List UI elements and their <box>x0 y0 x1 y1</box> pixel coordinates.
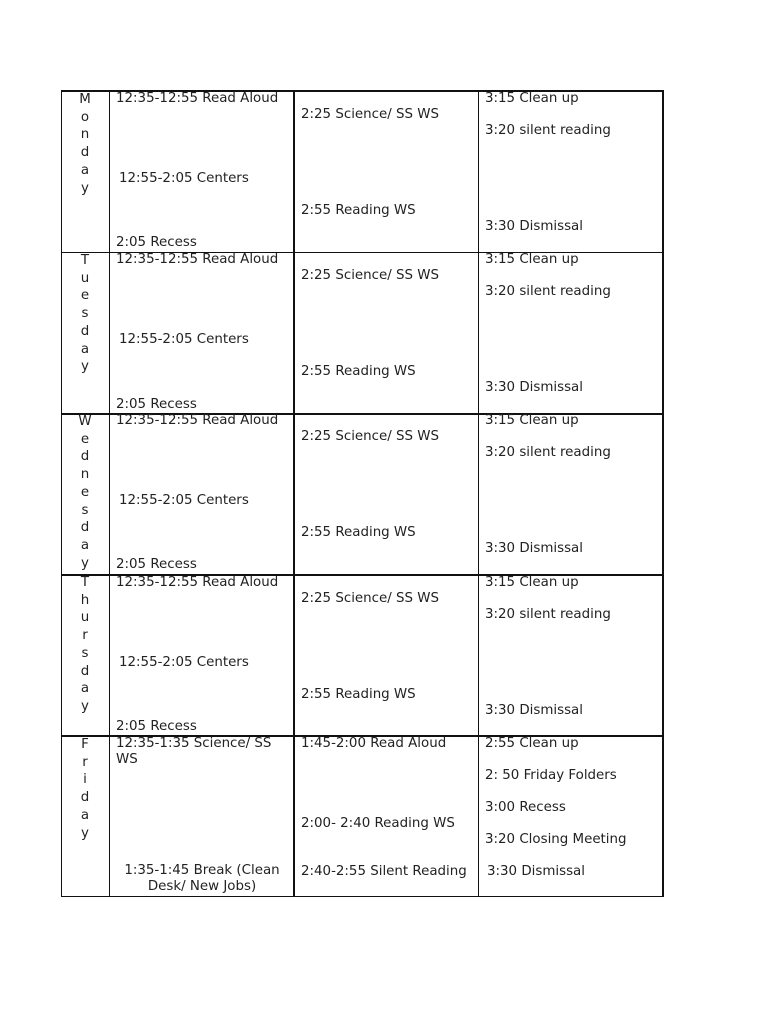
schedule-item: 2:55 Clean up <box>485 736 579 751</box>
day-letter: h <box>80 592 90 608</box>
day-letter: a <box>80 537 90 553</box>
day-letter: a <box>80 341 90 357</box>
schedule-item: 3:20 silent reading <box>485 284 611 299</box>
column-divider-2 <box>293 90 295 897</box>
day-letter: M <box>79 92 91 107</box>
day-letter: u <box>80 610 90 626</box>
day-label-friday <box>61 736 109 842</box>
day-letter: d <box>80 449 90 465</box>
schedule-item: 3:20 Closing Meeting <box>485 832 627 847</box>
day-letter: y <box>81 180 89 196</box>
day-letter: d <box>80 520 90 536</box>
schedule-item: 2:05 Recess <box>116 235 197 250</box>
schedule-item: 2:40-2:55 Silent Reading <box>301 864 467 879</box>
schedule-item: 2:55 Reading WS <box>301 687 416 702</box>
day-letter: a <box>80 681 90 697</box>
schedule-item: 3:30 Dismissal <box>487 864 585 879</box>
schedule-item: 2: 50 Friday Folders <box>485 768 617 783</box>
schedule-item: 2:05 Recess <box>116 557 197 572</box>
table-border-right <box>662 90 664 897</box>
schedule-item: 2:25 Science/ SS WS <box>301 107 439 122</box>
day-letter: y <box>81 555 89 571</box>
day-letter: d <box>80 323 90 339</box>
schedule-item: 3:20 silent reading <box>485 607 611 622</box>
schedule-item: 1:35-1:45 Break (Clean Desk/ New Jobs) <box>124 863 280 894</box>
day-letter: i <box>83 772 87 788</box>
schedule-item: 3:15 Clean up <box>485 413 579 428</box>
schedule-item: 3:30 Dismissal <box>485 703 583 718</box>
day-letter: e <box>80 431 90 447</box>
day-letter: s <box>81 306 89 322</box>
schedule-item: 3:30 Dismissal <box>485 219 583 234</box>
day-letter: d <box>80 790 90 806</box>
schedule-item: 12:35-12:55 Read Aloud <box>116 252 279 267</box>
day-letter: T <box>80 575 90 590</box>
schedule-item: 3:15 Clean up <box>485 91 579 106</box>
schedule-item: 2:55 Reading WS <box>301 364 416 379</box>
day-label-tuesday <box>61 252 109 376</box>
schedule-item: 12:35-1:35 Science/ SS WS <box>116 736 272 767</box>
day-letter: d <box>80 663 90 679</box>
schedule-item: 12:55-2:05 Centers <box>119 171 249 186</box>
schedule-item: 3:20 silent reading <box>485 445 611 460</box>
day-letter: y <box>81 359 89 375</box>
day-letter: s <box>81 502 89 518</box>
day-label-wednesday <box>61 413 109 572</box>
schedule-item: 2:55 Reading WS <box>301 525 416 540</box>
schedule-item: 2:55 Reading WS <box>301 203 416 218</box>
day-letter: W <box>78 414 92 429</box>
day-letter: r <box>82 628 88 644</box>
schedule-item: 12:55-2:05 Centers <box>119 655 249 670</box>
day-letter: s <box>81 645 89 661</box>
schedule-item: 2:25 Science/ SS WS <box>301 591 439 606</box>
day-letter: y <box>81 825 89 841</box>
day-letter: a <box>80 162 90 178</box>
day-letter: e <box>80 288 90 304</box>
column-divider-3 <box>478 90 479 897</box>
schedule-item: 3:15 Clean up <box>485 252 579 267</box>
schedule-item: 3:20 silent reading <box>485 123 611 138</box>
day-letter: r <box>82 754 88 770</box>
day-letter: o <box>80 109 90 125</box>
schedule-item: 3:30 Dismissal <box>485 541 583 556</box>
day-label-monday <box>61 91 109 197</box>
day-letter: y <box>81 698 89 714</box>
day-letter: n <box>80 127 90 143</box>
schedule-item: 2:05 Recess <box>116 397 197 412</box>
day-letter: F <box>81 737 89 752</box>
schedule-item: 2:05 Recess <box>116 719 197 734</box>
schedule-item: 2:25 Science/ SS WS <box>301 268 439 283</box>
schedule-item: 1:45-2:00 Read Aloud <box>301 736 447 751</box>
day-letter: e <box>80 484 90 500</box>
day-letter: T <box>80 253 90 268</box>
day-letter: u <box>80 270 90 286</box>
schedule-item: 2:25 Science/ SS WS <box>301 429 439 444</box>
day-label-thursday <box>61 574 109 716</box>
schedule-item: 12:35-12:55 Read Aloud <box>116 91 279 106</box>
column-divider-1 <box>109 90 110 897</box>
day-letter: a <box>80 807 90 823</box>
schedule-item: 12:55-2:05 Centers <box>119 332 249 347</box>
schedule-item: 3:15 Clean up <box>485 575 579 590</box>
table-border-bottom <box>61 896 663 897</box>
schedule-item: 2:00- 2:40 Reading WS <box>301 816 455 831</box>
day-letter: d <box>80 145 90 161</box>
schedule-table <box>61 90 663 897</box>
schedule-item: 3:30 Dismissal <box>485 380 583 395</box>
schedule-item: 12:55-2:05 Centers <box>119 493 249 508</box>
schedule-item: 12:35-12:55 Read Aloud <box>116 575 279 590</box>
schedule-item: 3:00 Recess <box>485 800 566 815</box>
day-letter: n <box>80 467 90 483</box>
schedule-item: 12:35-12:55 Read Aloud <box>116 413 279 428</box>
